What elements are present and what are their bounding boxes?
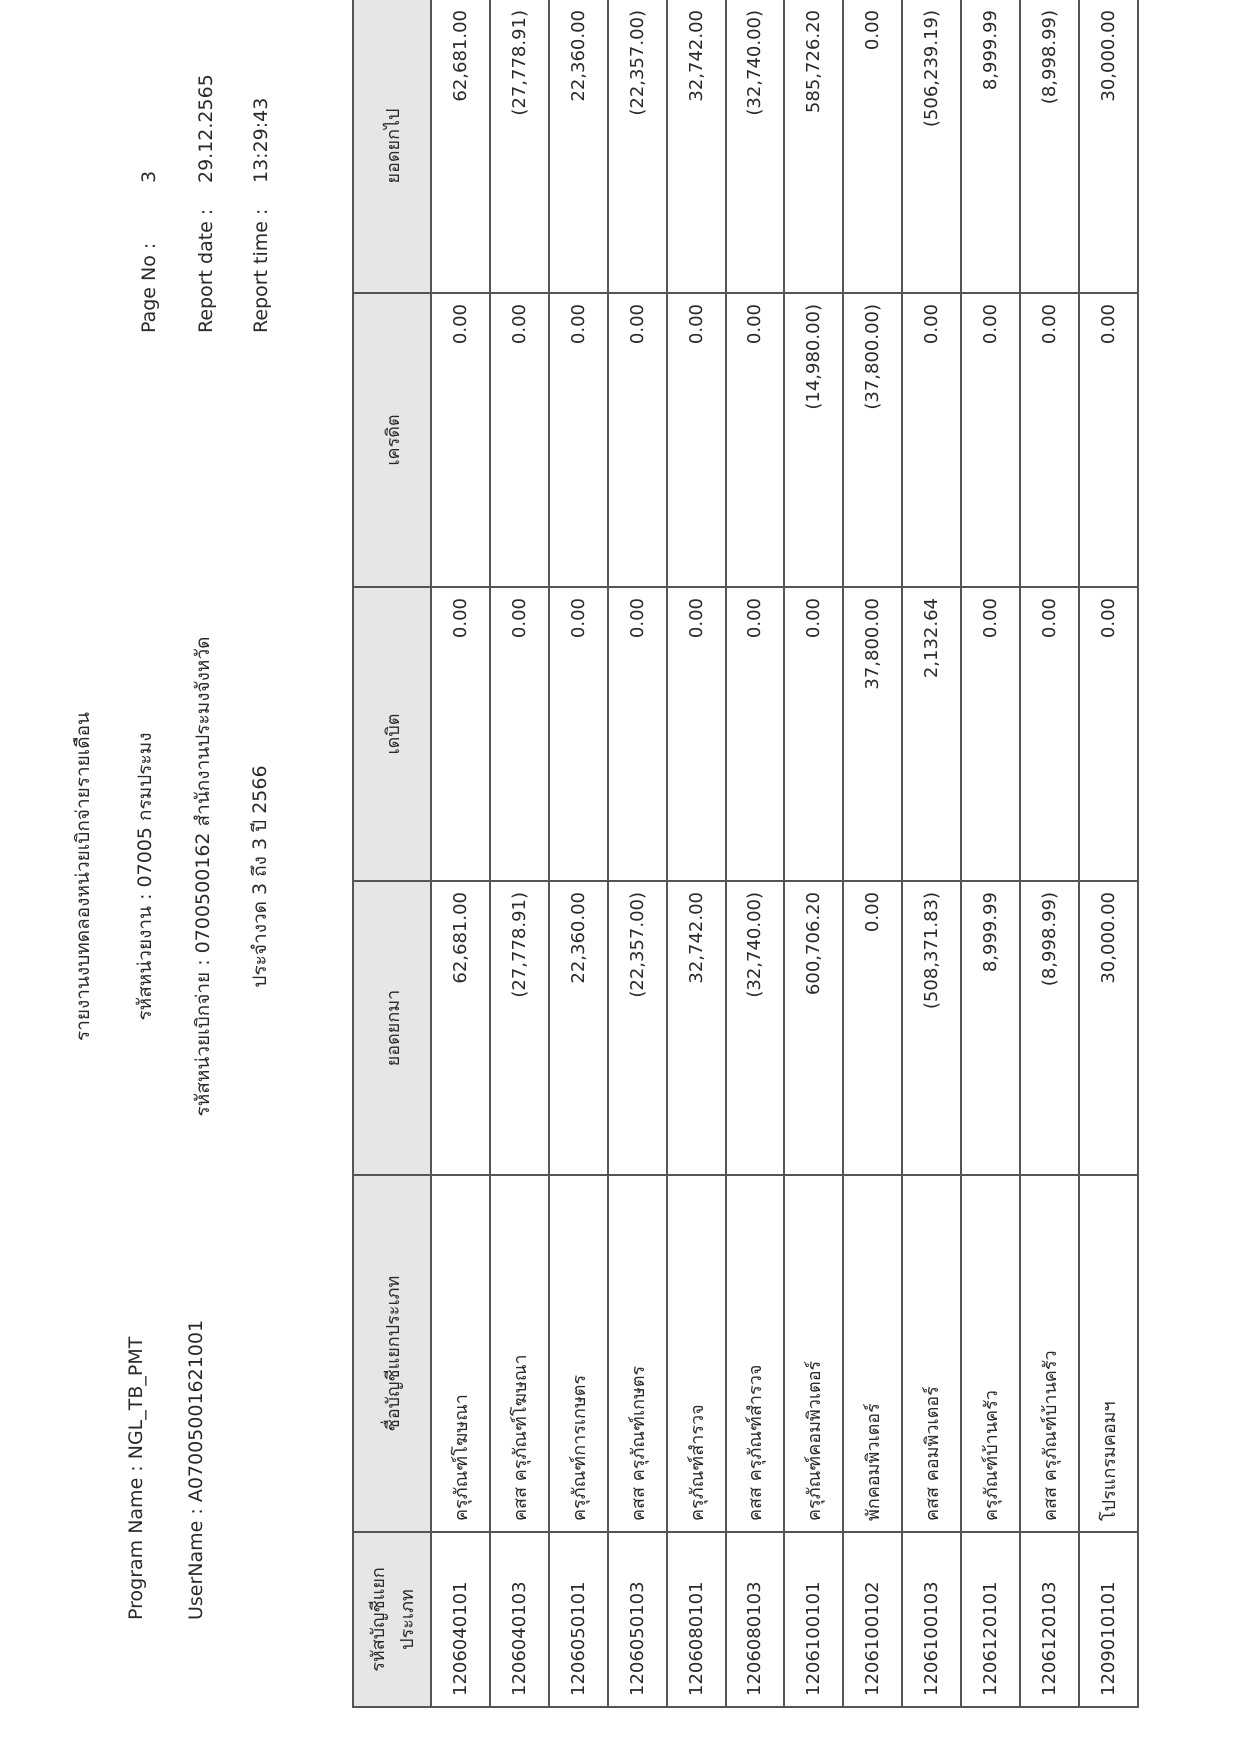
- opening-balance-cell: 30,000.00: [1079, 881, 1138, 1175]
- column-header-account-code: รหัสบัญชีแยกประเภท: [353, 1532, 431, 1707]
- username: UserName : A07005001621001: [185, 1319, 207, 1620]
- page-no-label: Page No :: [138, 242, 160, 333]
- opening-balance-cell: (508,371.83): [902, 881, 961, 1175]
- account-code-cell: 1206080103: [726, 1532, 785, 1707]
- report-time-label: Report time :: [250, 208, 272, 333]
- opening-balance-cell: 0.00: [843, 881, 902, 1175]
- closing-balance-cell: 8,999.99: [961, 0, 1020, 293]
- credit-cell: 0.00: [902, 293, 961, 587]
- credit-cell: 0.00: [1079, 293, 1138, 587]
- report-date: 29.12.2565: [195, 74, 217, 183]
- table-row: [490, 0, 549, 1707]
- table-row: [1020, 0, 1079, 1707]
- account-name-cell: คสส ครุภัณฑ์บ้านครัว: [1020, 1175, 1079, 1532]
- credit-cell: 0.00: [608, 293, 667, 587]
- account-name-cell: คสส ครุภัณฑ์สำรวจ: [726, 1175, 785, 1532]
- account-name-cell: ครุภัณฑ์สำรวจ: [667, 1175, 726, 1532]
- page-no: 3: [138, 170, 160, 183]
- account-code-cell: 1206100101: [784, 1532, 843, 1707]
- account-code-cell: 1206050103: [608, 1532, 667, 1707]
- debit-cell: 0.00: [490, 587, 549, 881]
- closing-balance-cell: 585,726.20: [784, 0, 843, 293]
- table-header-row: [353, 0, 431, 1707]
- opening-balance-cell: 8,999.99: [961, 881, 1020, 1175]
- credit-cell: 0.00: [490, 293, 549, 587]
- closing-balance-cell: (22,357.00): [608, 0, 667, 293]
- debit-cell: 2,132.64: [902, 587, 961, 881]
- debit-cell: 0.00: [431, 587, 490, 881]
- closing-balance-cell: 22,360.00: [549, 0, 608, 293]
- credit-cell: 0.00: [726, 293, 785, 587]
- table-row: [726, 0, 785, 1707]
- debit-cell: 0.00: [1020, 587, 1079, 881]
- credit-cell: (37,800.00): [843, 293, 902, 587]
- table-row: [961, 0, 1020, 1707]
- account-code-cell: 1206040103: [490, 1532, 549, 1707]
- opening-balance-cell: (22,357.00): [608, 881, 667, 1175]
- column-header-closing-balance: ยอดยกไป: [353, 0, 431, 293]
- account-code-cell: 1206120103: [1020, 1532, 1079, 1707]
- credit-cell: 0.00: [961, 293, 1020, 587]
- debit-cell: 0.00: [726, 587, 785, 881]
- disbursement-unit: รหัสหน่วยเบิกจ่าย : 0700500162 สำนักงานประมงจังหวัด: [192, 636, 214, 1117]
- closing-balance-cell: (32,740.00): [726, 0, 785, 293]
- closing-balance-cell: (506,239.19): [902, 0, 961, 293]
- report-period: ประจำงวด 3 ถึง 3 ปี 2566: [249, 765, 271, 988]
- account-code-cell: 1206100103: [902, 1532, 961, 1707]
- agency-code: รหัสหน่วยงาน : 07005 กรมประมง: [134, 732, 156, 1021]
- credit-cell: (14,980.00): [784, 293, 843, 587]
- account-code-cell: 1206080101: [667, 1532, 726, 1707]
- program-name: Program Name : NGL_TB_PMT: [125, 1336, 147, 1620]
- debit-cell: 0.00: [1079, 587, 1138, 881]
- account-name-cell: พักคอมพิวเตอร์: [843, 1175, 902, 1532]
- account-code-cell: 1206120101: [961, 1532, 1020, 1707]
- account-name-cell: ครุภัณฑ์โฆษณา: [431, 1175, 490, 1532]
- account-name-cell: ครุภัณฑ์คอมพิวเตอร์: [784, 1175, 843, 1532]
- column-header-debit: เดบิต: [353, 587, 431, 881]
- account-code-cell: 1206100102: [843, 1532, 902, 1707]
- closing-balance-cell: 32,742.00: [667, 0, 726, 293]
- opening-balance-cell: (32,740.00): [726, 881, 785, 1175]
- column-header-credit: เครดิต: [353, 293, 431, 587]
- closing-balance-cell: (8,998.99): [1020, 0, 1079, 293]
- closing-balance-cell: 62,681.00: [431, 0, 490, 293]
- closing-balance-cell: (27,778.91): [490, 0, 549, 293]
- account-name-cell: โปรแกรมคอมฯ: [1079, 1175, 1138, 1532]
- opening-balance-cell: (27,778.91): [490, 881, 549, 1175]
- table-row: [431, 0, 490, 1707]
- opening-balance-cell: 32,742.00: [667, 881, 726, 1175]
- account-name-cell: คสส คอมพิวเตอร์: [902, 1175, 961, 1532]
- opening-balance-cell: 62,681.00: [431, 881, 490, 1175]
- report-date-label: Report date :: [195, 208, 217, 333]
- credit-cell: 0.00: [549, 293, 608, 587]
- debit-cell: 0.00: [667, 587, 726, 881]
- report-title: รายงานงบทดลองหน่วยเบิกจ่ายรายเดือน: [72, 711, 94, 1042]
- account-name-cell: คสส ครุภัณฑ์โฆษณา: [490, 1175, 549, 1532]
- table-row: [784, 0, 843, 1707]
- opening-balance-cell: (8,998.99): [1020, 881, 1079, 1175]
- opening-balance-cell: 22,360.00: [549, 881, 608, 1175]
- account-name-cell: ครุภัณฑ์บ้านครัว: [961, 1175, 1020, 1532]
- account-name-cell: ครุภัณฑ์การเกษตร: [549, 1175, 608, 1532]
- closing-balance-cell: 0.00: [843, 0, 902, 293]
- column-header-opening-balance: ยอดยกมา: [353, 881, 431, 1175]
- column-header-account-name: ชื่อบัญชีแยกประเภท: [353, 1175, 431, 1532]
- account-code-cell: 1206050101: [549, 1532, 608, 1707]
- opening-balance-cell: 600,706.20: [784, 881, 843, 1175]
- table-row: [1079, 0, 1138, 1707]
- account-name-cell: คสส ครุภัณฑ์เกษตร: [608, 1175, 667, 1532]
- closing-balance-cell: 30,000.00: [1079, 0, 1138, 293]
- table-row: [902, 0, 961, 1707]
- debit-cell: 0.00: [549, 587, 608, 881]
- account-code-cell: 1209010101: [1079, 1532, 1138, 1707]
- debit-cell: 0.00: [784, 587, 843, 881]
- table-row: [843, 0, 902, 1707]
- debit-cell: 37,800.00: [843, 587, 902, 881]
- table-row: [549, 0, 608, 1707]
- table-row: [608, 0, 667, 1707]
- credit-cell: 0.00: [667, 293, 726, 587]
- table-row: [667, 0, 726, 1707]
- debit-cell: 0.00: [608, 587, 667, 881]
- account-code-cell: 1206040101: [431, 1532, 490, 1707]
- credit-cell: 0.00: [431, 293, 490, 587]
- trial-balance-table: [352, 0, 1139, 1708]
- report-time: 13:29:43: [250, 97, 272, 183]
- credit-cell: 0.00: [1020, 293, 1079, 587]
- debit-cell: 0.00: [961, 587, 1020, 881]
